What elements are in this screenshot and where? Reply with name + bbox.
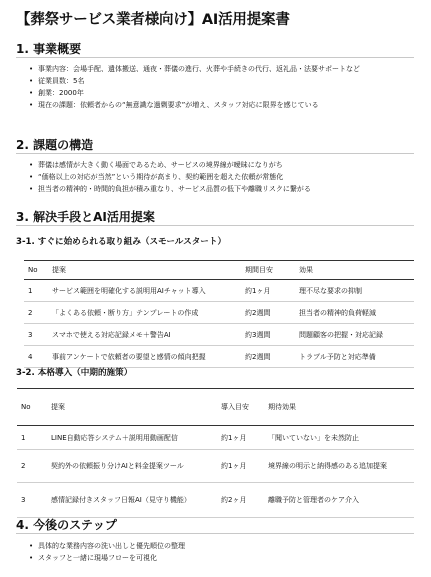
table-cell: 事前アンケートで依頼者の要望と感情の傾向把握 bbox=[48, 346, 241, 368]
section-1-heading: 1. 事業概要 bbox=[16, 42, 82, 56]
section-divider bbox=[16, 533, 414, 534]
table-cell: 約2週間 bbox=[241, 302, 295, 324]
table-cell: 約1ヶ月 bbox=[217, 450, 264, 483]
section-3-heading: 3. 解決手段とAI活用提案 bbox=[16, 210, 155, 224]
column-header: 導入目安 bbox=[217, 389, 264, 426]
table-cell: 1 bbox=[24, 280, 48, 302]
table-row bbox=[24, 324, 414, 346]
table-cell: 3 bbox=[24, 324, 48, 346]
bullet-item: • 担当者の精神的・時間的負担が積み重なり、サービス品質の低下や離職リスクに繋がる bbox=[29, 183, 414, 195]
small-start-table bbox=[24, 260, 414, 368]
document-title: 【葬祭サービス業者様向け】AI活用提案書 bbox=[16, 12, 290, 28]
column-header: No bbox=[24, 261, 48, 280]
table-cell: サービス範囲を明確化する説明用AIチャット導入 bbox=[48, 280, 241, 302]
section-4-bullets bbox=[29, 540, 414, 564]
table-row bbox=[24, 346, 414, 368]
table-cell: 離職予防と管理者のケア介入 bbox=[264, 483, 414, 518]
table-row bbox=[24, 280, 414, 302]
bullet-item: • スタッフと一緒に現場フローを可視化 bbox=[29, 552, 414, 564]
table-cell: 2 bbox=[17, 450, 47, 483]
table-cell: 担当者の精神的負荷軽減 bbox=[295, 302, 414, 324]
section-1-bullets bbox=[29, 63, 414, 111]
section-divider bbox=[16, 153, 414, 154]
column-header: 効果 bbox=[295, 261, 414, 280]
table-cell: トラブル予防と対応準備 bbox=[295, 346, 414, 368]
table-cell: 約1ヶ月 bbox=[241, 280, 295, 302]
subsection-3-1-heading: 3-1. すぐに始められる取り組み（スモールスタート） bbox=[16, 237, 227, 247]
table-row bbox=[24, 302, 414, 324]
table-header-row bbox=[24, 261, 414, 280]
bullet-item: • 現在の課題：依頼者からの“無意識な過剰要求”が増え、スタッフ対応に限界を感じている bbox=[29, 99, 414, 111]
bullet-item: • 事業内容：会場手配、遺体搬送、通夜・葬儀の進行、火葬や手続きの代行、返礼品・法要サポートなど bbox=[29, 63, 414, 75]
section-divider bbox=[16, 225, 414, 226]
subsection-3-2-heading: 3-2. 本格導入（中期的施策） bbox=[16, 368, 133, 378]
section-4-heading: 4. 今後のステップ bbox=[16, 518, 117, 532]
bullet-item: • 具体的な業務内容の洗い出しと優先順位の整理 bbox=[29, 540, 414, 552]
table-cell: スマホで使える対応記録メモ＋警告AI bbox=[48, 324, 241, 346]
table-cell: 3 bbox=[17, 483, 47, 518]
section-2-bullets bbox=[29, 159, 414, 195]
column-header: No bbox=[17, 389, 47, 426]
bullet-item: • 従業員数：5名 bbox=[29, 75, 414, 87]
table-cell: 契約外の依頼振り分けAIと料金提案ツール bbox=[47, 450, 217, 483]
section-divider bbox=[16, 57, 414, 58]
table-header-row bbox=[17, 389, 414, 426]
column-header: 提案 bbox=[47, 389, 217, 426]
table-cell: 理不尽な要求の抑制 bbox=[295, 280, 414, 302]
table-row bbox=[17, 483, 414, 518]
table-cell: 感情記録付きスタッフ日報AI（見守り機能） bbox=[47, 483, 217, 518]
table-cell: 境界線の明示と納得感のある追加提案 bbox=[264, 450, 414, 483]
table-cell: 問題顧客の把握・対応記録 bbox=[295, 324, 414, 346]
table-cell: 1 bbox=[17, 426, 47, 450]
table-row bbox=[17, 450, 414, 483]
table-cell: 約3週間 bbox=[241, 324, 295, 346]
table-cell: 「よくある依頼・断り方」テンプレートの作成 bbox=[48, 302, 241, 324]
table-cell: 約2週間 bbox=[241, 346, 295, 368]
column-header: 期間目安 bbox=[241, 261, 295, 280]
table-cell: LINE自動応答システム＋説明用動画配信 bbox=[47, 426, 217, 450]
table-cell: 「聞いていない」を未然防止 bbox=[264, 426, 414, 450]
table-cell: 2 bbox=[24, 302, 48, 324]
bullet-item: • “価格以上の対応が当然”という期待が高まり、契約範囲を超えた依頼が常態化 bbox=[29, 171, 414, 183]
bullet-item: • 葬儀は感情が大きく動く場面であるため、サービスの境界線が曖昧になりがち bbox=[29, 159, 414, 171]
bullet-item: • 創業：2000年 bbox=[29, 87, 414, 99]
column-header: 提案 bbox=[48, 261, 241, 280]
table-row bbox=[17, 426, 414, 450]
section-2-heading: 2. 課題の構造 bbox=[16, 138, 94, 152]
table-cell: 約1ヶ月 bbox=[217, 426, 264, 450]
full-scale-table bbox=[17, 388, 414, 518]
column-header: 期待効果 bbox=[264, 389, 414, 426]
table-cell: 4 bbox=[24, 346, 48, 368]
table-cell: 約2ヶ月 bbox=[217, 483, 264, 518]
